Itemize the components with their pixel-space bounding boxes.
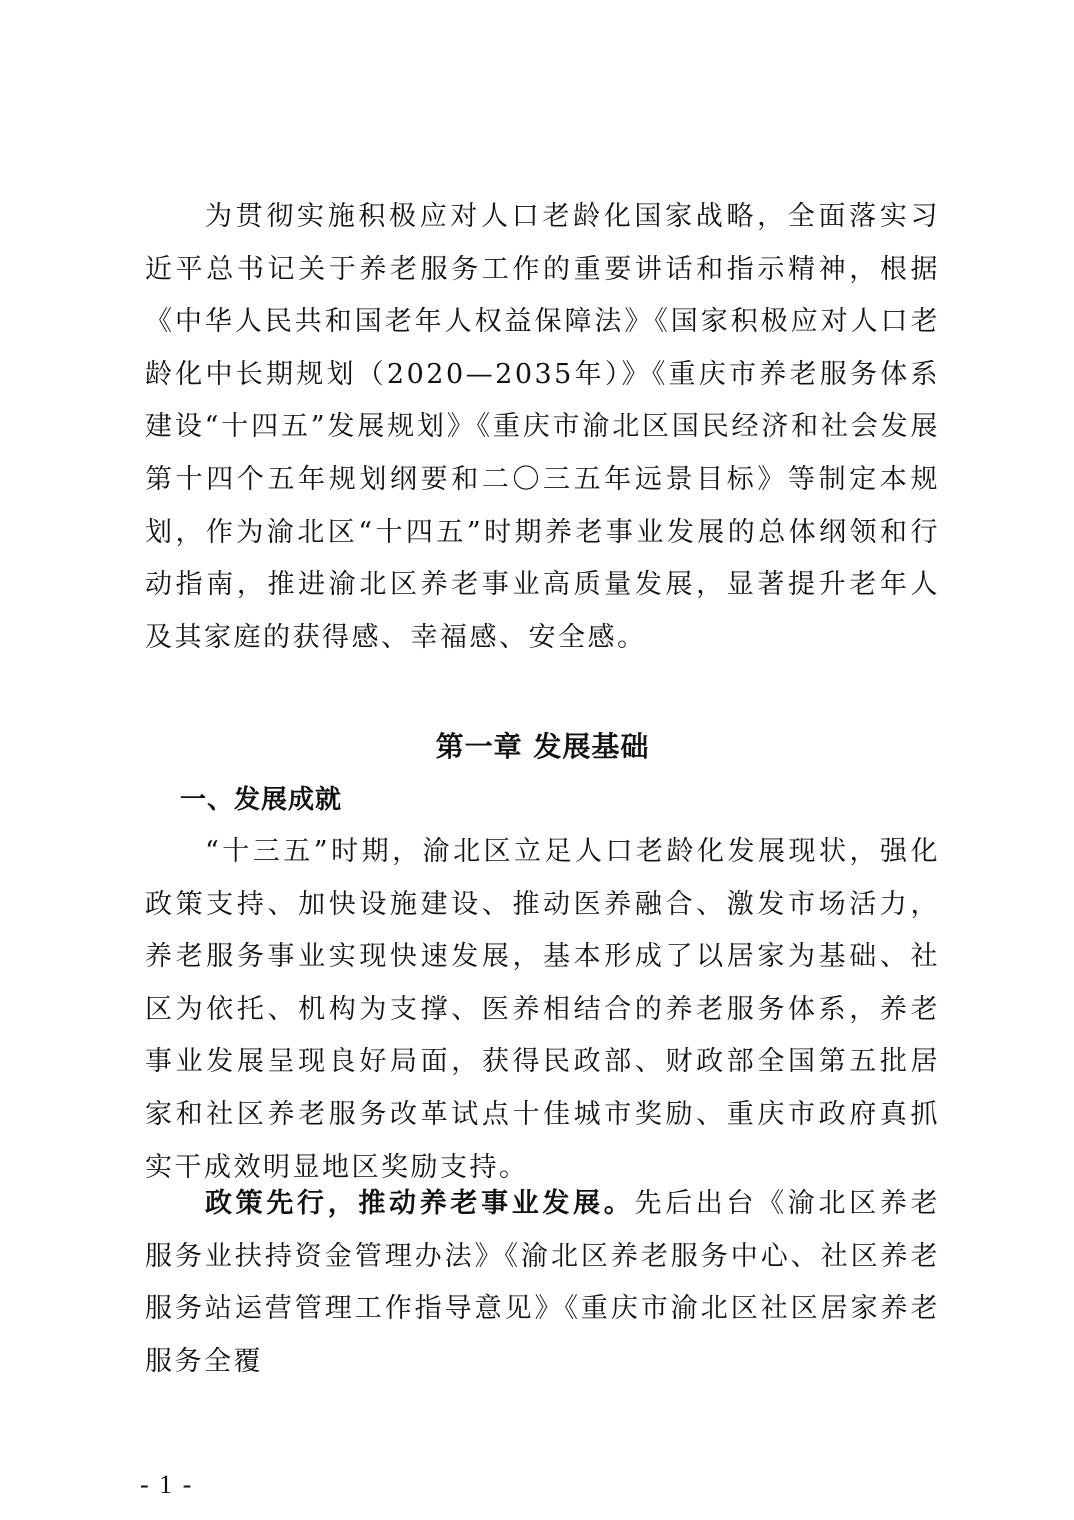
page-number: - 1 - (140, 1470, 194, 1499)
policy-paragraph (145, 1178, 940, 1388)
policy-body-text: 先后出台《渝北区养老服务业扶持资金管理办法》《渝北区养老服务中心、社区养老服务站运营管理工作指导意见》《重庆市渝北区社区居家养老服务全覆 (145, 1188, 941, 1377)
chapter-title: 第一章 发展基础 (435, 730, 650, 763)
section-heading: 一、发展成就 (180, 785, 343, 815)
intro-paragraph: 为贯彻实施积极应对人口老龄化国家战略，全面落实习近平总书记关于养老服务工作的重要讲话和指示精神，根据《中华人民共和国老年人权益保障法》《国家积极应对人口老龄化中长期规划（2020—2035年）》《重庆市养老服务体系建设“十四五”发展规划》《重庆市渝北区国民经济和社会发展第十四个五年规划纲要和二〇三五年远景目标》等制定本规划，作为渝北区“十四五”时期养老事业发展的总体纲领和行动指南，推进渝北区养老事业高质量发展，显著提升老年人及其家庭的获得感、幸福感、安全感。 (145, 201, 940, 653)
policy-lead-sentence: 政策先行，推动养老事业发展。 (205, 1188, 635, 1219)
achievements-paragraph: “十三五”时期，渝北区立足人口老龄化发展现状，强化政策支持、加快设施建设、推动医养融合、激发市场活力，养老服务事业实现快速发展，基本形成了以居家为基础、社区为依托、机构为支撑、医养相结合的养老服务体系，养老事业发展呈现良好局面，获得民政部、财政部全国第五批居家和社区养老服务改革试点十佳城市奖励、重庆市政府真抓实干成效明显地区奖励支持。 (145, 836, 940, 1183)
